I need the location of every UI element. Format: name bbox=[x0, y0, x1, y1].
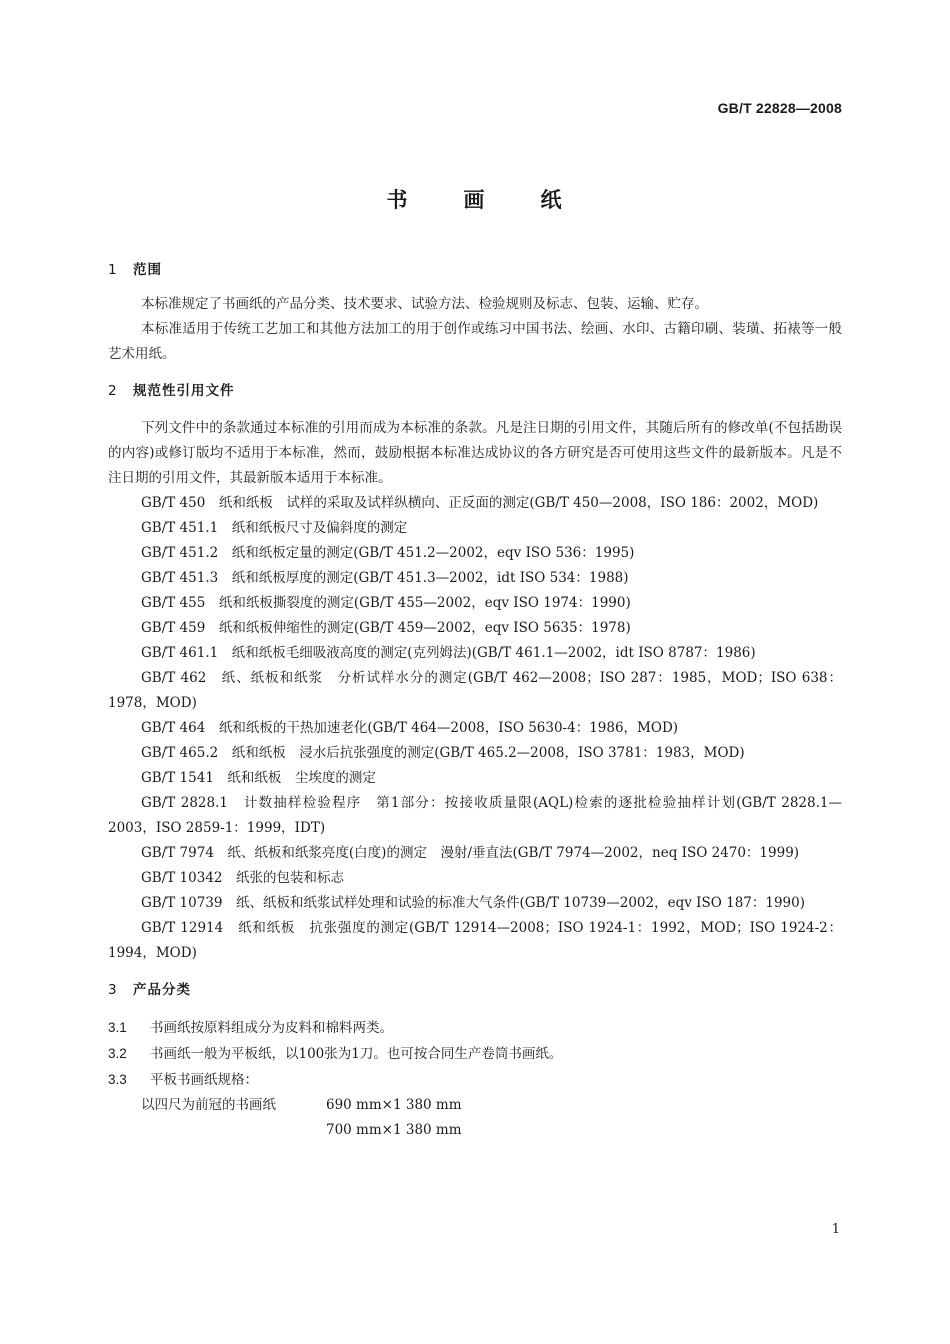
title-char: 画 bbox=[463, 188, 487, 212]
paragraph: 本标准规定了书画纸的产品分类、技术要求、试验方法、检验规则及标志、包装、运输、贮存。 bbox=[141, 296, 708, 312]
document-title bbox=[0, 184, 950, 214]
clause-number: 3.3 bbox=[108, 1072, 127, 1087]
section-title: 产品分类 bbox=[133, 982, 191, 998]
spec-value: 690 mm×1 380 mm bbox=[326, 1097, 462, 1113]
section-number: 3 bbox=[108, 982, 118, 998]
section-title: 规范性引用文件 bbox=[133, 383, 235, 399]
reference-item: GB/T 451.2 纸和纸板定量的测定(GB/T 451.2—2002，eqv ISO 536：1995) bbox=[141, 545, 635, 561]
section-3-heading bbox=[108, 978, 842, 1003]
clause-text: 书画纸一般为平板纸，以100张为1刀。也可按合同生产卷筒书画纸。 bbox=[150, 1046, 563, 1062]
reference-item: GB/T 1541 纸和纸板 尘埃度的测定 bbox=[141, 770, 376, 786]
section-title: 范围 bbox=[133, 262, 162, 278]
clause-text: 书画纸按原料组成分为皮料和棉料两类。 bbox=[150, 1020, 393, 1036]
reference-item: GB/T 10342 纸张的包装和标志 bbox=[141, 870, 344, 886]
clause-text: 平板书画纸规格： bbox=[150, 1072, 258, 1088]
reference-item: GB/T 7974 纸、纸板和纸浆亮度(白度)的测定 漫射/垂直法(GB/T 7974—2002，neq ISO 2470：1999) bbox=[141, 845, 800, 861]
clause-number: 3.2 bbox=[108, 1046, 127, 1061]
reference-item: GB/T 12914 纸和纸板 抗张强度的测定(GB/T 12914—2008；ISO 1924-1：1992，MOD；ISO 1924-2：1994，MOD) bbox=[108, 920, 842, 961]
section-2-heading bbox=[108, 379, 842, 404]
clause bbox=[108, 1015, 842, 1041]
reference-item: GB/T 461.1 纸和纸板毛细吸液高度的测定(克列姆法)(GB/T 461.1—2002，idt ISO 8787：1986) bbox=[141, 645, 756, 661]
spec-label: 以四尺为前冠的书画纸 bbox=[141, 1097, 276, 1113]
reference-item: GB/T 451.3 纸和纸板厚度的测定(GB/T 451.3—2002，idt ISO 534：1988) bbox=[141, 570, 629, 586]
reference-item: GB/T 2828.1 计数抽样检验程序 第1部分：按接收质量限(AQL)检索的逐批检验抽样计划(GB/T 2828.1—2003，ISO 2859-1：1999，IDT) bbox=[108, 795, 842, 836]
reference-item: GB/T 10739 纸、纸板和纸浆试样处理和试验的标准大气条件(GB/T 10739—2002，eqv ISO 187：1990) bbox=[141, 895, 805, 911]
reference-item: GB/T 464 纸和纸板的干热加速老化(GB/T 464—2008，ISO 5630-4：1986，MOD) bbox=[141, 720, 679, 736]
reference-item: GB/T 465.2 纸和纸板 浸水后抗张强度的测定(GB/T 465.2—2008，ISO 3781：1983，MOD) bbox=[141, 745, 745, 761]
clause bbox=[108, 1067, 842, 1093]
section-1-heading bbox=[108, 258, 842, 283]
section-number: 2 bbox=[108, 383, 118, 399]
spec-row bbox=[108, 1118, 842, 1143]
spec-value: 700 mm×1 380 mm bbox=[326, 1122, 462, 1138]
spec-row bbox=[108, 1093, 842, 1118]
reference-item: GB/T 462 纸、纸板和纸浆 分析试样水分的测定(GB/T 462—2008；ISO 287：1985，MOD；ISO 638：1978，MOD) bbox=[108, 670, 842, 711]
clause-number: 3.1 bbox=[108, 1020, 127, 1035]
standard-number: GB/T 22828—2008 bbox=[717, 100, 842, 116]
reference-item: GB/T 451.1 纸和纸板尺寸及偏斜度的测定 bbox=[141, 520, 408, 536]
paragraph: 下列文件中的条款通过本标准的引用而成为本标准的条款。凡是注日期的引用文件，其随后所有的修改单(不包括勘误的内容)或修订版均不适用于本标准，然而，鼓励根据本标准达成协议的各方研究是否可使用这些文件的最新版本。凡是不注日期的引用文件，其最新版本适用于本标准。 bbox=[108, 420, 842, 486]
page-number: 1 bbox=[831, 1222, 840, 1237]
reference-item: GB/T 455 纸和纸板撕裂度的测定(GB/T 455—2002，eqv ISO 1974：1990) bbox=[141, 595, 631, 611]
paragraph: 本标准适用于传统工艺加工和其他方法加工的用于创作或练习中国书法、绘画、水印、古籍印刷、装璜、拓裱等一般艺术用纸。 bbox=[108, 321, 842, 362]
title-char: 纸 bbox=[540, 188, 564, 212]
clause bbox=[108, 1041, 842, 1067]
reference-item: GB/T 450 纸和纸板 试样的采取及试样纵横向、正反面的测定(GB/T 450—2008，ISO 186：2002，MOD) bbox=[141, 495, 819, 511]
reference-item: GB/T 459 纸和纸板伸缩性的测定(GB/T 459—2002，eqv ISO 5635：1978) bbox=[141, 620, 631, 636]
section-number: 1 bbox=[108, 262, 118, 278]
title-char: 书 bbox=[386, 188, 410, 212]
document-body bbox=[108, 258, 842, 1143]
